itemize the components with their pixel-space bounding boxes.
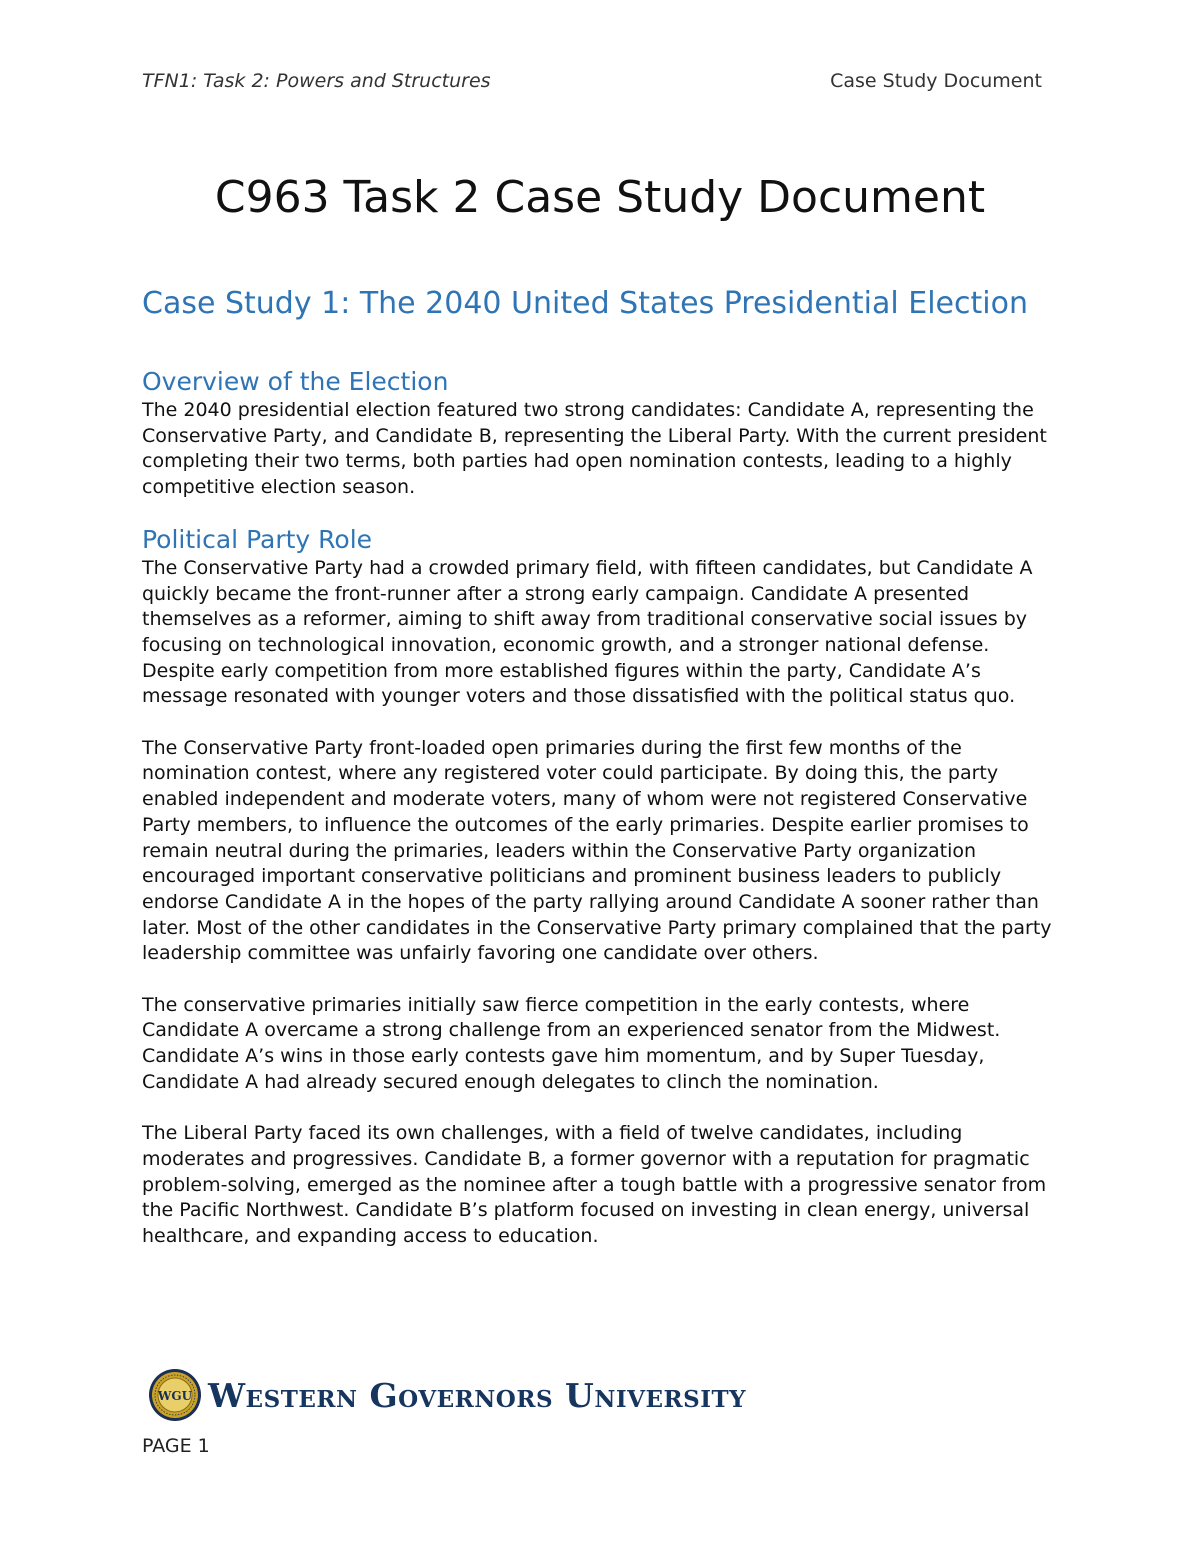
overview-paragraph: The 2040 presidential election featured two strong candidates: Candidate A, representing the Conservative Party, and Candidate B, representing the Liberal Party. With the current president completing their two terms, both parties had open nomination contests, leading to a highly competitive election season.	[142, 399, 1047, 499]
header-document-type: Case Study Document	[830, 70, 1042, 92]
party-role-paragraph-3: The conservative primaries initially saw fierce competition in the early contests, where Candidate A overcame a strong challenge from an experienced senator from the Midwest. Candidate A’s wins in those early contests gave him momentum, and by Super Tuesday, Candidate A had already secured enough delegates to clinch the nomination.	[142, 993, 1001, 1093]
party-role-heading: Political Party Role	[142, 524, 373, 554]
university-name: Western Governors University	[208, 1375, 747, 1415]
university-seal-icon	[148, 1368, 202, 1422]
overview-heading: Overview of the Election	[142, 367, 449, 396]
page-header	[142, 70, 1042, 98]
seal-lettering: WGU	[157, 1389, 193, 1403]
document-body	[142, 284, 1067, 1250]
university-logo	[148, 1367, 746, 1423]
page-number: PAGE 1	[142, 1435, 210, 1457]
party-role-paragraph-2: The Conservative Party front-loaded open primaries during the first few months of the nomination contest, where any registered voter could participate. By doing this, the party enabled independent and moderate voters, many of whom were not registered Conservative Party members, to influence the outcomes of the early primaries. Despite earlier promises to remain neutral during the primaries, leaders within the Conservative Party organization encouraged important conservative politicians and prominent business leaders to publicly endorse Candidate A in the hopes of the party rallying around Candidate A sooner rather than later. Most of the other candidates in the Conservative Party primary complained that the party leadership committee was unfairly favoring one candidate over others.	[142, 736, 1052, 965]
party-role-paragraph-4: The Liberal Party faced its own challenges, with a field of twelve candidates, including moderates and progressives. Candidate B, a former governor with a reputation for pragmatic problem-solving, emerged as the nominee after a tough battle with a progressive senator from the Pacific Northwest. Candidate B’s platform focused on investing in clean energy, universal healthcare, and expanding access to education.	[142, 1122, 1047, 1248]
party-role-paragraph-1: The Conservative Party had a crowded primary field, with fifteen candidates, but Candidate A quickly became the front-runner after a strong early campaign. Candidate A presented themselves as a reformer, aiming to shift away from traditional conservative social issues by focusing on technological innovation, economic growth, and a stronger national defense. Despite early competition from more established figures within the party, Candidate A’s message resonated with younger voters and those dissatisfied with the political status quo.	[142, 556, 1033, 708]
header-course-title: TFN1: Task 2: Powers and Structures	[142, 70, 491, 92]
document-title: C963 Task 2 Case Study Document	[214, 172, 986, 223]
case-study-heading: Case Study 1: The 2040 United States Presidential Election	[142, 286, 1028, 321]
